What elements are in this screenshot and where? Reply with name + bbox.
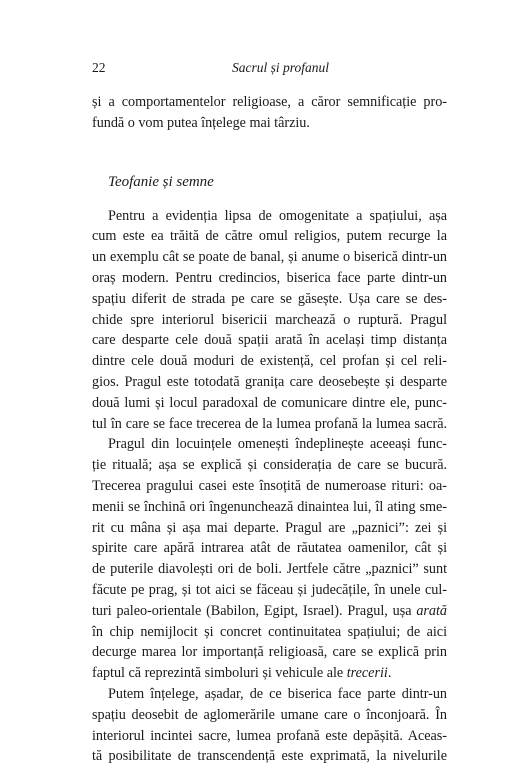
text-line: și a comportamentelor religioase, a căror semnificație pro- xyxy=(92,94,447,110)
text-line: Pentru a evidenția lipsa de omogenitate a spațiului, așa xyxy=(108,207,447,224)
running-title: Sacrul și profanul xyxy=(232,60,330,75)
text-line: oraș modern. Pentru credincios, biserica face parte dintr-un xyxy=(92,269,447,286)
text-line: rit cu mâna și așa mai departe. Pragul are „paznici”: zei și xyxy=(92,519,447,536)
italic-word: trecerii xyxy=(346,665,388,682)
text-line: cum este ea trăită de către omul religios, putem recurge la xyxy=(92,228,447,245)
paragraph-3 xyxy=(92,684,447,767)
text-line: spațiu diferit de strada pe care se găsește. Ușa care se des- xyxy=(92,290,447,307)
running-header xyxy=(92,58,447,78)
text-line: spirite care apără intrarea atât de răutatea oamenilor, cât și xyxy=(92,540,447,557)
text-line: două lumi și locul paradoxal de comunicare dintre ele, punc- xyxy=(92,394,447,411)
paragraph-2 xyxy=(92,434,447,684)
text-line: Trecerea pragului casei este însoțită de numeroase rituri: oa- xyxy=(92,477,447,494)
text-line: tul în care se face trecerea de la lumea profană la lumea sacră. xyxy=(92,415,447,432)
text-line: care desparte cele două spații arată în același timp distanța xyxy=(92,332,447,349)
text-line: Putem înțelege, așadar, de ce biserica face parte dintr-un xyxy=(108,685,447,702)
body-text xyxy=(92,92,447,767)
text-line-with-italic xyxy=(92,601,447,622)
text-line: dintre cele două moduri de existență, cel profan și cel reli- xyxy=(92,353,447,370)
text-line: făcute pe prag, și tot aici se făceau și judecățile, în unele cul- xyxy=(92,581,447,598)
text-line: menii se închină ori îngenunchează dinaintea lui, îl ating sme- xyxy=(92,498,447,515)
text-line: gios. Pragul este totodată granița care deosebește și desparte xyxy=(92,373,447,390)
italic-word: arată xyxy=(416,602,447,619)
text-span: turi paleo-orientale (Babilon, Egipt, Israel). Pragul, ușa xyxy=(92,602,412,619)
section-heading: Teofanie și semne xyxy=(108,173,214,190)
text-line: decurge marea lor importanță religioasă, care se explică prin xyxy=(92,644,447,661)
text-line: ție rituală; așa se explică și considerația de care se bucură. xyxy=(92,457,447,474)
text-line: interiorul incintei sacre, lumea profană este depășită. Aceas- xyxy=(92,727,447,744)
text-line: de puterile diavolești ori de boli. Jertfele către „paznici” sunt xyxy=(92,561,447,578)
text-line: spațiu deosebit de aglomerările umane care o înconjoară. În xyxy=(92,706,447,723)
text-line: tă posibilitate de transcendență este exprimată, la nivelurile xyxy=(92,748,447,765)
page-number: 22 xyxy=(92,60,106,75)
intro-paragraph xyxy=(92,92,447,134)
text-line: un exemplu cât se poate de banal, și anume o biserică dintr-un xyxy=(92,249,447,266)
paragraph-1 xyxy=(92,206,447,435)
book-page xyxy=(92,58,447,767)
text-line-with-italic: faptul că reprezintă simboluri și vehicule ale trecerii. xyxy=(92,665,392,682)
text-line: în chip nemijlocit și concret continuitatea spațiului; de aici xyxy=(92,623,447,640)
text-line: chide spre interiorul bisericii marchează o ruptură. Pragul xyxy=(92,311,447,328)
text-line: Pragul din locuințele omenești îndeplinește aceeași func- xyxy=(108,436,447,453)
text-span: faptul că reprezintă simboluri și vehicule ale xyxy=(92,665,344,682)
text-line: fundă o vom putea înțelege mai târziu. xyxy=(92,114,310,131)
